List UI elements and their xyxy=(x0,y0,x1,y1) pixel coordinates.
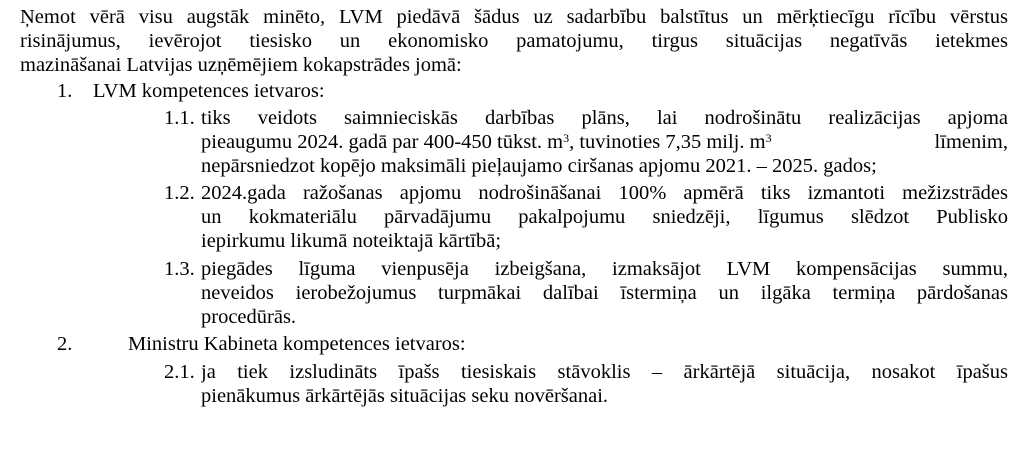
item-1-1-line-1: tiks veidots saimnieciskās darbības plāns, lai nodrošinātu realizācijas apjoma xyxy=(201,107,1008,129)
item-1-3-line-1: piegādes līguma vienpusēja izbeigšana, izmaksājot LVM kompensācijas summu, xyxy=(201,258,1008,280)
item-1-1-line-2 xyxy=(201,131,1008,154)
item-1-2-line-3: iepirkumu likumā noteiktajā kārtībā; xyxy=(201,230,502,252)
item-2-1-number: 2.1. xyxy=(164,361,195,383)
section-1-heading: LVM kompetences ietvaros: xyxy=(93,80,325,102)
item-1-1-number: 1.1. xyxy=(164,107,195,129)
item-1-3-line-2: neveidos ierobežojumus turpmākai dalībai īstermiņa un ilgāka termiņa pārdošanas xyxy=(201,282,1008,304)
superscript-3: 3 xyxy=(765,131,772,145)
item-1-2-number: 1.2. xyxy=(164,182,195,204)
superscript-3: 3 xyxy=(563,131,570,145)
section-2-number: 2. xyxy=(57,333,73,355)
intro-line-3: mazināšanai Latvijas uzņēmējiem kokapstrādes jomā: xyxy=(20,54,462,76)
item-2-1-line-2: pienākumus ārkārtējās situācijas seku novēršanai. xyxy=(201,385,609,407)
item-1-3-line-3: procedūrās. xyxy=(201,306,297,328)
section-2-heading: Ministru Kabineta kompetences ietvaros: xyxy=(128,333,466,355)
section-1-number: 1. xyxy=(57,80,73,102)
item-1-1-line-2-part-c: līmenim, xyxy=(934,131,1008,153)
item-1-1-line-2-part-a: pieaugumu 2024. gadā par 400-450 tūkst. $m^3$, tuvinoties 7,35 milj. $m^3$ xyxy=(201,131,772,153)
intro-line-2: risinājumus, ievērojot tiesisko un ekonomisko pamatojumu, tirgus situācijas negatīvās ietekmes xyxy=(20,30,1008,52)
item-1-1-line-3: nepārsniedzot kopējo maksimāli pieļaujamo ciršanas apjomu 2021. – 2025. gados; xyxy=(201,155,877,177)
item-1-2-line-2: un kokmateriālu pārvadājumu pakalpojumu sniedzēji, līgumus slēdzot Publisko xyxy=(201,206,1008,228)
item-1-3-number: 1.3. xyxy=(164,258,195,280)
intro-line-1: Ņemot vērā visu augstāk minēto, LVM piedāvā šādus uz sadarbību balstītus un mērķtiecīgu rīcību vērstus xyxy=(20,6,1008,28)
item-1-2-line-1: 2024.gada ražošanas apjomu nodrošināšanai 100% apmērā tiks izmantoti mežizstrādes xyxy=(201,182,1008,204)
item-2-1-line-1: ja tiek izsludināts īpašs tiesiskais stāvoklis – ārkārtējā situācija, nosakot īpašus xyxy=(201,361,1008,383)
